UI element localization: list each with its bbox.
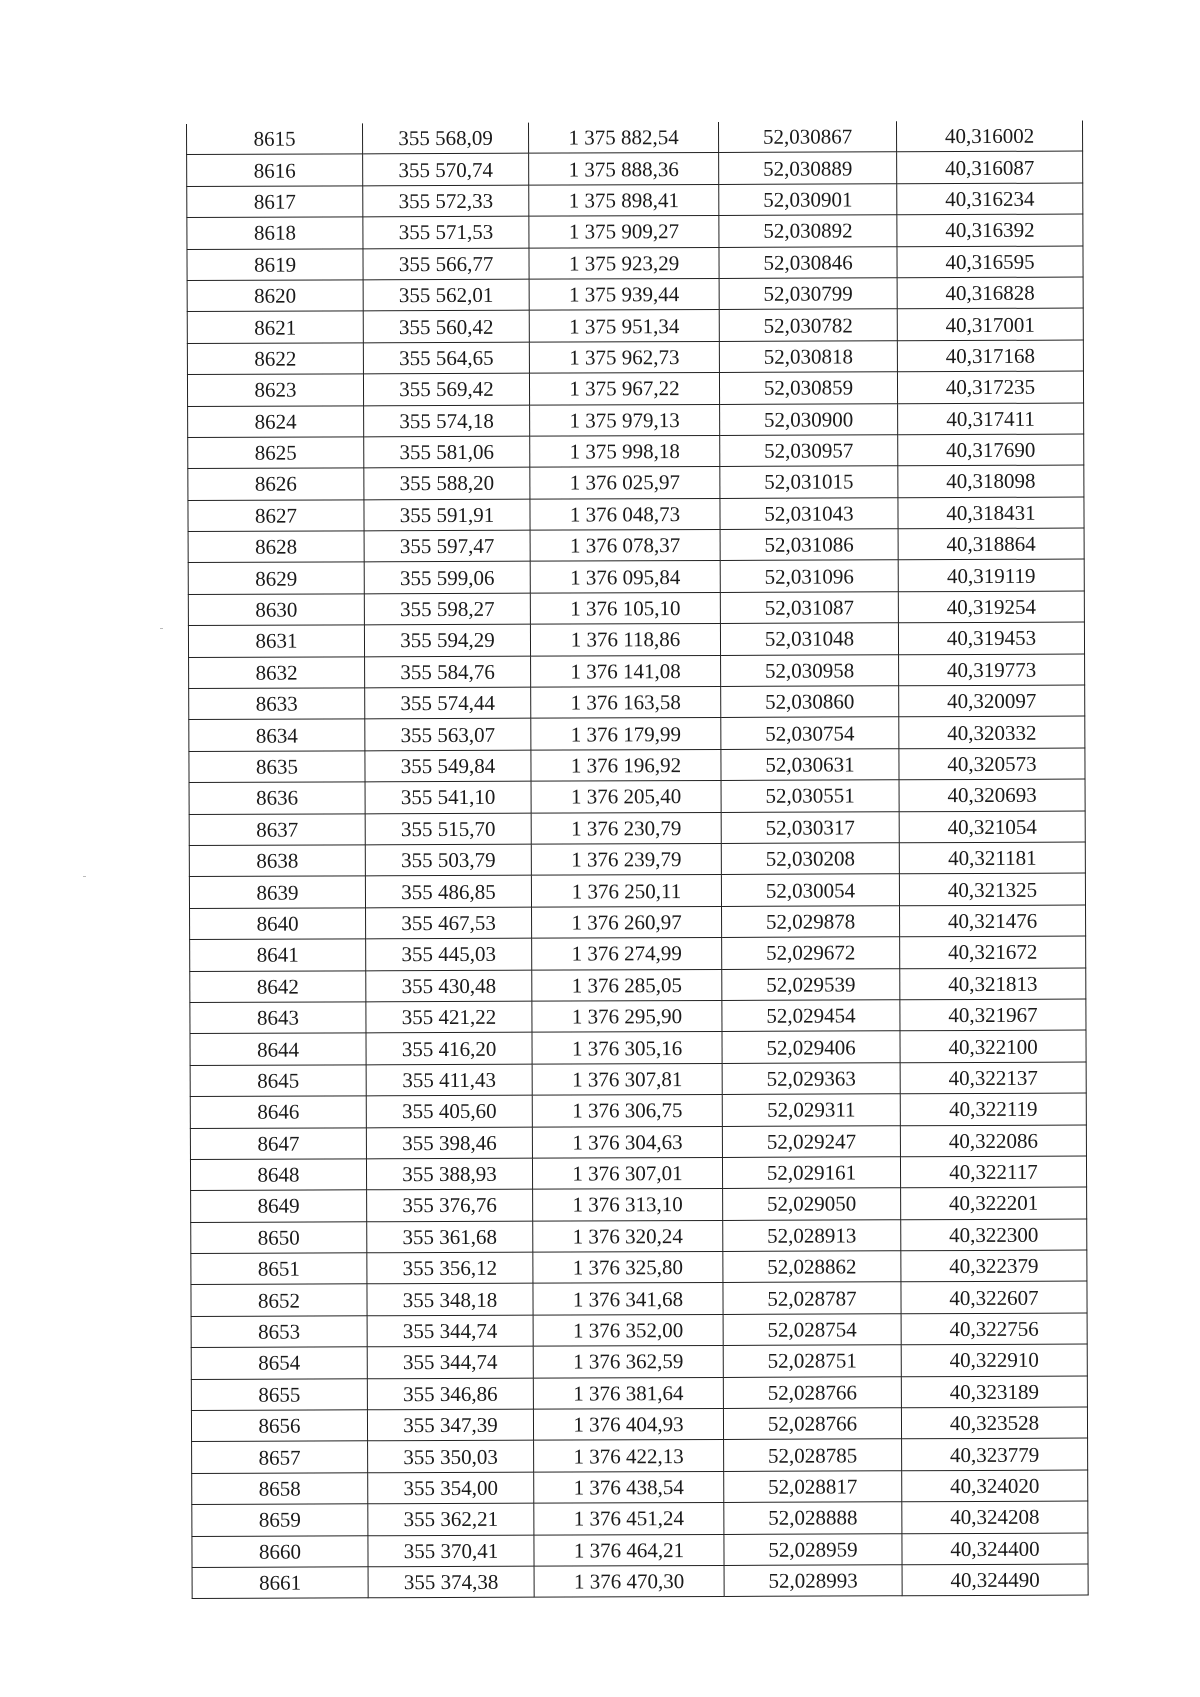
x-coordinate-cell: 355 591,91 bbox=[364, 499, 530, 531]
y-coordinate-cell: 1 376 048,73 bbox=[530, 498, 720, 530]
y-coordinate-cell: 1 376 205,40 bbox=[531, 781, 721, 813]
scan-speck bbox=[160, 628, 163, 629]
longitude-cell: 40,323189 bbox=[901, 1376, 1087, 1408]
latitude-cell: 52,028766 bbox=[723, 1408, 901, 1440]
longitude-cell: 40,320573 bbox=[899, 748, 1085, 780]
point-number-cell: 8660 bbox=[192, 1535, 368, 1567]
point-number-cell: 8657 bbox=[192, 1441, 368, 1473]
latitude-cell: 52,028862 bbox=[723, 1251, 901, 1283]
latitude-cell: 52,030958 bbox=[721, 654, 899, 686]
y-coordinate-cell: 1 376 470,30 bbox=[534, 1565, 724, 1597]
x-coordinate-cell: 355 562,01 bbox=[363, 279, 529, 311]
y-coordinate-cell: 1 376 250,11 bbox=[531, 875, 721, 907]
latitude-cell: 52,029161 bbox=[722, 1157, 900, 1189]
table-row bbox=[187, 151, 1083, 186]
y-coordinate-cell: 1 375 888,36 bbox=[529, 153, 719, 185]
y-coordinate-cell: 1 375 909,27 bbox=[529, 216, 719, 248]
point-number-cell: 8615 bbox=[187, 123, 363, 155]
latitude-cell: 52,031015 bbox=[720, 466, 898, 498]
x-coordinate-cell: 355 564,65 bbox=[363, 342, 529, 374]
longitude-cell: 40,317001 bbox=[897, 308, 1083, 340]
point-number-cell: 8652 bbox=[191, 1284, 367, 1316]
point-number-cell: 8649 bbox=[191, 1190, 367, 1222]
latitude-cell: 52,030859 bbox=[719, 372, 897, 404]
longitude-cell: 40,322086 bbox=[900, 1125, 1086, 1157]
longitude-cell: 40,322910 bbox=[901, 1344, 1087, 1376]
point-number-cell: 8651 bbox=[191, 1253, 367, 1285]
table-row bbox=[190, 905, 1086, 940]
point-number-cell: 8642 bbox=[190, 970, 366, 1002]
point-number-cell: 8616 bbox=[187, 154, 363, 186]
table-row bbox=[188, 528, 1084, 563]
x-coordinate-cell: 355 370,41 bbox=[368, 1535, 534, 1567]
table-row bbox=[188, 403, 1084, 438]
y-coordinate-cell: 1 376 260,97 bbox=[532, 906, 722, 938]
longitude-cell: 40,322379 bbox=[901, 1250, 1087, 1282]
point-number-cell: 8654 bbox=[191, 1347, 367, 1379]
point-number-cell: 8629 bbox=[188, 562, 364, 594]
y-coordinate-cell: 1 376 163,58 bbox=[531, 686, 721, 718]
longitude-cell: 40,322117 bbox=[900, 1156, 1086, 1188]
latitude-cell: 52,028993 bbox=[724, 1565, 902, 1597]
longitude-cell: 40,317690 bbox=[898, 434, 1084, 466]
latitude-cell: 52,030957 bbox=[720, 435, 898, 467]
point-number-cell: 8633 bbox=[189, 688, 365, 720]
y-coordinate-cell: 1 376 305,16 bbox=[532, 1032, 722, 1064]
table-row bbox=[188, 497, 1084, 532]
latitude-cell: 52,029539 bbox=[722, 968, 900, 1000]
x-coordinate-cell: 355 445,03 bbox=[366, 938, 532, 970]
x-coordinate-cell: 355 568,09 bbox=[362, 123, 528, 155]
table-row bbox=[187, 277, 1083, 312]
y-coordinate-cell: 1 376 464,21 bbox=[534, 1534, 724, 1566]
x-coordinate-cell: 355 572,33 bbox=[363, 185, 529, 217]
x-coordinate-cell: 355 599,06 bbox=[364, 562, 530, 594]
longitude-cell: 40,323528 bbox=[901, 1407, 1087, 1439]
table-row bbox=[190, 999, 1086, 1034]
longitude-cell: 40,324020 bbox=[902, 1470, 1088, 1502]
y-coordinate-cell: 1 375 967,22 bbox=[529, 373, 719, 405]
latitude-cell: 52,028959 bbox=[724, 1533, 902, 1565]
latitude-cell: 52,028754 bbox=[723, 1314, 901, 1346]
y-coordinate-cell: 1 375 882,54 bbox=[528, 122, 718, 154]
table-row bbox=[191, 1376, 1087, 1411]
point-number-cell: 8638 bbox=[189, 845, 365, 877]
x-coordinate-cell: 355 416,20 bbox=[366, 1033, 532, 1065]
point-number-cell: 8631 bbox=[188, 625, 364, 657]
point-number-cell: 8658 bbox=[192, 1473, 368, 1505]
longitude-cell: 40,324208 bbox=[902, 1501, 1088, 1533]
x-coordinate-cell: 355 541,10 bbox=[365, 781, 531, 813]
point-number-cell: 8644 bbox=[190, 1033, 366, 1065]
latitude-cell: 52,030054 bbox=[721, 874, 899, 906]
scan-speck bbox=[83, 876, 86, 877]
x-coordinate-cell: 355 398,46 bbox=[366, 1127, 532, 1159]
y-coordinate-cell: 1 376 141,08 bbox=[531, 655, 721, 687]
x-coordinate-cell: 355 486,85 bbox=[365, 876, 531, 908]
x-coordinate-cell: 355 560,42 bbox=[363, 311, 529, 343]
table-row bbox=[189, 811, 1085, 846]
longitude-cell: 40,319254 bbox=[898, 591, 1084, 623]
x-coordinate-cell: 355 563,07 bbox=[365, 719, 531, 751]
point-number-cell: 8625 bbox=[188, 437, 364, 469]
latitude-cell: 52,029878 bbox=[722, 906, 900, 938]
latitude-cell: 52,031096 bbox=[720, 560, 898, 592]
latitude-cell: 52,029363 bbox=[722, 1062, 900, 1094]
table-row bbox=[187, 308, 1083, 343]
longitude-cell: 40,317411 bbox=[898, 403, 1084, 435]
latitude-cell: 52,030208 bbox=[721, 843, 899, 875]
x-coordinate-cell: 355 594,29 bbox=[364, 624, 530, 656]
longitude-cell: 40,322300 bbox=[901, 1219, 1087, 1251]
y-coordinate-cell: 1 376 304,63 bbox=[532, 1126, 722, 1158]
y-coordinate-cell: 1 376 404,93 bbox=[533, 1408, 723, 1440]
latitude-cell: 52,029311 bbox=[722, 1094, 900, 1126]
point-number-cell: 8661 bbox=[192, 1567, 368, 1599]
longitude-cell: 40,316595 bbox=[897, 246, 1083, 278]
longitude-cell: 40,324400 bbox=[902, 1533, 1088, 1565]
longitude-cell: 40,322607 bbox=[901, 1282, 1087, 1314]
x-coordinate-cell: 355 346,86 bbox=[367, 1378, 533, 1410]
point-number-cell: 8620 bbox=[187, 280, 363, 312]
longitude-cell: 40,319453 bbox=[898, 622, 1084, 654]
table-row bbox=[190, 1093, 1086, 1128]
table-row bbox=[187, 246, 1083, 281]
coordinates-table-wrapper bbox=[186, 121, 1088, 1600]
x-coordinate-cell: 355 515,70 bbox=[365, 813, 531, 845]
x-coordinate-cell: 355 350,03 bbox=[368, 1441, 534, 1473]
y-coordinate-cell: 1 376 105,10 bbox=[530, 592, 720, 624]
point-number-cell: 8628 bbox=[188, 531, 364, 563]
x-coordinate-cell: 355 348,18 bbox=[367, 1284, 533, 1316]
latitude-cell: 52,030317 bbox=[721, 811, 899, 843]
table-row bbox=[188, 591, 1084, 626]
longitude-cell: 40,322756 bbox=[901, 1313, 1087, 1345]
x-coordinate-cell: 355 356,12 bbox=[367, 1252, 533, 1284]
y-coordinate-cell: 1 376 422,13 bbox=[534, 1440, 724, 1472]
latitude-cell: 52,030551 bbox=[721, 780, 899, 812]
longitude-cell: 40,320693 bbox=[899, 779, 1085, 811]
table-row bbox=[191, 1219, 1087, 1254]
latitude-cell: 52,029406 bbox=[722, 1031, 900, 1063]
latitude-cell: 52,030860 bbox=[721, 686, 899, 718]
longitude-cell: 40,321967 bbox=[900, 999, 1086, 1031]
table-row bbox=[187, 214, 1083, 249]
table-row bbox=[190, 936, 1086, 971]
y-coordinate-cell: 1 376 196,92 bbox=[531, 749, 721, 781]
y-coordinate-cell: 1 376 274,99 bbox=[532, 938, 722, 970]
latitude-cell: 52,030799 bbox=[719, 278, 897, 310]
longitude-cell: 40,319119 bbox=[898, 560, 1084, 592]
longitude-cell: 40,319773 bbox=[899, 654, 1085, 686]
longitude-cell: 40,321054 bbox=[899, 811, 1085, 843]
y-coordinate-cell: 1 375 998,18 bbox=[530, 435, 720, 467]
table-row bbox=[188, 622, 1084, 657]
latitude-cell: 52,029672 bbox=[722, 937, 900, 969]
latitude-cell: 52,030782 bbox=[719, 309, 897, 341]
latitude-cell: 52,028766 bbox=[723, 1376, 901, 1408]
x-coordinate-cell: 355 570,74 bbox=[363, 154, 529, 186]
x-coordinate-cell: 355 347,39 bbox=[367, 1409, 533, 1441]
table-row bbox=[188, 560, 1084, 595]
x-coordinate-cell: 355 566,77 bbox=[363, 248, 529, 280]
point-number-cell: 8627 bbox=[188, 500, 364, 532]
longitude-cell: 40,318098 bbox=[898, 465, 1084, 497]
point-number-cell: 8619 bbox=[187, 248, 363, 280]
latitude-cell: 52,031087 bbox=[720, 592, 898, 624]
point-number-cell: 8639 bbox=[189, 876, 365, 908]
point-number-cell: 8646 bbox=[190, 1096, 366, 1128]
latitude-cell: 52,028751 bbox=[723, 1345, 901, 1377]
latitude-cell: 52,030889 bbox=[719, 152, 897, 184]
y-coordinate-cell: 1 375 923,29 bbox=[529, 247, 719, 279]
longitude-cell: 40,316828 bbox=[897, 277, 1083, 309]
y-coordinate-cell: 1 376 230,79 bbox=[531, 812, 721, 844]
y-coordinate-cell: 1 376 306,75 bbox=[532, 1095, 722, 1127]
point-number-cell: 8621 bbox=[187, 311, 363, 343]
latitude-cell: 52,028785 bbox=[724, 1439, 902, 1471]
latitude-cell: 52,030892 bbox=[719, 215, 897, 247]
point-number-cell: 8634 bbox=[189, 719, 365, 751]
x-coordinate-cell: 355 503,79 bbox=[365, 844, 531, 876]
table-row bbox=[190, 968, 1086, 1003]
table-row bbox=[189, 716, 1085, 751]
point-number-cell: 8630 bbox=[188, 594, 364, 626]
longitude-cell: 40,324490 bbox=[902, 1564, 1088, 1596]
x-coordinate-cell: 355 597,47 bbox=[364, 530, 530, 562]
longitude-cell: 40,317168 bbox=[897, 340, 1083, 372]
table-row bbox=[192, 1470, 1088, 1505]
table-row bbox=[189, 842, 1085, 877]
y-coordinate-cell: 1 376 438,54 bbox=[534, 1471, 724, 1503]
latitude-cell: 52,029247 bbox=[722, 1125, 900, 1157]
table-row bbox=[191, 1187, 1087, 1222]
point-number-cell: 8623 bbox=[187, 374, 363, 406]
y-coordinate-cell: 1 376 307,81 bbox=[532, 1063, 722, 1095]
point-number-cell: 8618 bbox=[187, 217, 363, 249]
latitude-cell: 52,030631 bbox=[721, 749, 899, 781]
longitude-cell: 40,318864 bbox=[898, 528, 1084, 560]
table-row bbox=[187, 121, 1083, 155]
point-number-cell: 8640 bbox=[190, 908, 366, 940]
table-row bbox=[187, 371, 1083, 406]
coordinates-table-body bbox=[187, 121, 1089, 1599]
longitude-cell: 40,321325 bbox=[899, 873, 1085, 905]
table-row bbox=[190, 1125, 1086, 1160]
longitude-cell: 40,316087 bbox=[897, 151, 1083, 183]
table-row bbox=[191, 1313, 1087, 1348]
point-number-cell: 8653 bbox=[191, 1316, 367, 1348]
table-row bbox=[189, 654, 1085, 689]
longitude-cell: 40,316002 bbox=[896, 121, 1082, 153]
y-coordinate-cell: 1 376 239,79 bbox=[531, 843, 721, 875]
table-row bbox=[192, 1438, 1088, 1473]
table-row bbox=[187, 183, 1083, 218]
y-coordinate-cell: 1 376 325,80 bbox=[533, 1252, 723, 1284]
table-row bbox=[187, 340, 1083, 375]
longitude-cell: 40,322201 bbox=[901, 1187, 1087, 1219]
y-coordinate-cell: 1 375 962,73 bbox=[529, 341, 719, 373]
y-coordinate-cell: 1 376 285,05 bbox=[532, 969, 722, 1001]
x-coordinate-cell: 355 549,84 bbox=[365, 750, 531, 782]
point-number-cell: 8645 bbox=[190, 1065, 366, 1097]
point-number-cell: 8632 bbox=[189, 656, 365, 688]
x-coordinate-cell: 355 574,18 bbox=[364, 405, 530, 437]
y-coordinate-cell: 1 376 025,97 bbox=[530, 467, 720, 499]
y-coordinate-cell: 1 376 341,68 bbox=[533, 1283, 723, 1315]
table-row bbox=[190, 1156, 1086, 1191]
point-number-cell: 8626 bbox=[188, 468, 364, 500]
y-coordinate-cell: 1 376 118,86 bbox=[530, 624, 720, 656]
table-row bbox=[189, 685, 1085, 720]
x-coordinate-cell: 355 361,68 bbox=[367, 1221, 533, 1253]
point-number-cell: 8635 bbox=[189, 751, 365, 783]
x-coordinate-cell: 355 569,42 bbox=[363, 373, 529, 405]
longitude-cell: 40,321181 bbox=[899, 842, 1085, 874]
x-coordinate-cell: 355 467,53 bbox=[366, 907, 532, 939]
point-number-cell: 8622 bbox=[187, 343, 363, 375]
longitude-cell: 40,318431 bbox=[898, 497, 1084, 529]
point-number-cell: 8637 bbox=[189, 813, 365, 845]
latitude-cell: 52,030754 bbox=[721, 717, 899, 749]
table-row bbox=[191, 1282, 1087, 1317]
x-coordinate-cell: 355 574,44 bbox=[365, 687, 531, 719]
longitude-cell: 40,317235 bbox=[897, 371, 1083, 403]
point-number-cell: 8643 bbox=[190, 1002, 366, 1034]
x-coordinate-cell: 355 430,48 bbox=[366, 970, 532, 1002]
table-row bbox=[189, 748, 1085, 783]
table-row bbox=[191, 1250, 1087, 1285]
x-coordinate-cell: 355 411,43 bbox=[366, 1064, 532, 1096]
longitude-cell: 40,316392 bbox=[897, 214, 1083, 246]
y-coordinate-cell: 1 376 095,84 bbox=[530, 561, 720, 593]
x-coordinate-cell: 355 354,00 bbox=[368, 1472, 534, 1504]
x-coordinate-cell: 355 581,06 bbox=[364, 436, 530, 468]
longitude-cell: 40,316234 bbox=[897, 183, 1083, 215]
point-number-cell: 8656 bbox=[191, 1410, 367, 1442]
latitude-cell: 52,028787 bbox=[723, 1282, 901, 1314]
table-row bbox=[190, 1062, 1086, 1097]
longitude-cell: 40,322119 bbox=[900, 1093, 1086, 1125]
latitude-cell: 52,031043 bbox=[720, 497, 898, 529]
x-coordinate-cell: 355 598,27 bbox=[364, 593, 530, 625]
latitude-cell: 52,030818 bbox=[719, 341, 897, 373]
x-coordinate-cell: 355 421,22 bbox=[366, 1001, 532, 1033]
x-coordinate-cell: 355 588,20 bbox=[364, 467, 530, 499]
table-row bbox=[190, 1030, 1086, 1065]
longitude-cell: 40,321672 bbox=[900, 936, 1086, 968]
y-coordinate-cell: 1 376 307,01 bbox=[532, 1157, 722, 1189]
table-row bbox=[189, 873, 1085, 908]
y-coordinate-cell: 1 376 352,00 bbox=[533, 1314, 723, 1346]
point-number-cell: 8659 bbox=[192, 1504, 368, 1536]
latitude-cell: 52,030867 bbox=[718, 121, 896, 153]
longitude-cell: 40,323779 bbox=[902, 1438, 1088, 1470]
latitude-cell: 52,029454 bbox=[722, 1000, 900, 1032]
y-coordinate-cell: 1 376 362,59 bbox=[533, 1346, 723, 1378]
x-coordinate-cell: 355 374,38 bbox=[368, 1566, 534, 1598]
latitude-cell: 52,031048 bbox=[720, 623, 898, 655]
x-coordinate-cell: 355 571,53 bbox=[363, 216, 529, 248]
longitude-cell: 40,322100 bbox=[900, 1030, 1086, 1062]
point-number-cell: 8648 bbox=[190, 1159, 366, 1191]
point-number-cell: 8647 bbox=[190, 1127, 366, 1159]
table-row bbox=[191, 1407, 1087, 1442]
point-number-cell: 8650 bbox=[191, 1221, 367, 1253]
y-coordinate-cell: 1 376 381,64 bbox=[533, 1377, 723, 1409]
table-row bbox=[191, 1344, 1087, 1379]
point-number-cell: 8655 bbox=[191, 1378, 367, 1410]
longitude-cell: 40,321813 bbox=[900, 968, 1086, 1000]
point-number-cell: 8624 bbox=[188, 405, 364, 437]
table-row bbox=[192, 1533, 1088, 1568]
latitude-cell: 52,028817 bbox=[724, 1471, 902, 1503]
latitude-cell: 52,030846 bbox=[719, 246, 897, 278]
point-number-cell: 8636 bbox=[189, 782, 365, 814]
latitude-cell: 52,029050 bbox=[723, 1188, 901, 1220]
x-coordinate-cell: 355 344,74 bbox=[367, 1346, 533, 1378]
latitude-cell: 52,028913 bbox=[723, 1219, 901, 1251]
y-coordinate-cell: 1 375 979,13 bbox=[530, 404, 720, 436]
latitude-cell: 52,030900 bbox=[720, 403, 898, 435]
table-row bbox=[192, 1501, 1088, 1536]
x-coordinate-cell: 355 344,74 bbox=[367, 1315, 533, 1347]
table-row bbox=[188, 434, 1084, 469]
longitude-cell: 40,321476 bbox=[900, 905, 1086, 937]
y-coordinate-cell: 1 376 313,10 bbox=[533, 1189, 723, 1221]
longitude-cell: 40,320097 bbox=[899, 685, 1085, 717]
x-coordinate-cell: 355 405,60 bbox=[366, 1095, 532, 1127]
longitude-cell: 40,320332 bbox=[899, 716, 1085, 748]
x-coordinate-cell: 355 388,93 bbox=[366, 1158, 532, 1190]
latitude-cell: 52,030901 bbox=[719, 184, 897, 216]
y-coordinate-cell: 1 375 939,44 bbox=[529, 278, 719, 310]
y-coordinate-cell: 1 376 179,99 bbox=[531, 718, 721, 750]
y-coordinate-cell: 1 375 951,34 bbox=[529, 310, 719, 342]
latitude-cell: 52,028888 bbox=[724, 1502, 902, 1534]
latitude-cell: 52,031086 bbox=[720, 529, 898, 561]
point-number-cell: 8617 bbox=[187, 186, 363, 218]
y-coordinate-cell: 1 376 078,37 bbox=[530, 530, 720, 562]
y-coordinate-cell: 1 376 320,24 bbox=[533, 1220, 723, 1252]
table-row bbox=[189, 779, 1085, 814]
coordinates-table bbox=[186, 121, 1089, 1600]
y-coordinate-cell: 1 376 451,24 bbox=[534, 1503, 724, 1535]
y-coordinate-cell: 1 375 898,41 bbox=[529, 184, 719, 216]
table-row bbox=[192, 1564, 1088, 1599]
point-number-cell: 8641 bbox=[190, 939, 366, 971]
table-row bbox=[188, 465, 1084, 500]
x-coordinate-cell: 355 362,21 bbox=[368, 1503, 534, 1535]
x-coordinate-cell: 355 584,76 bbox=[365, 656, 531, 688]
x-coordinate-cell: 355 376,76 bbox=[367, 1189, 533, 1221]
longitude-cell: 40,322137 bbox=[900, 1062, 1086, 1094]
y-coordinate-cell: 1 376 295,90 bbox=[532, 1000, 722, 1032]
